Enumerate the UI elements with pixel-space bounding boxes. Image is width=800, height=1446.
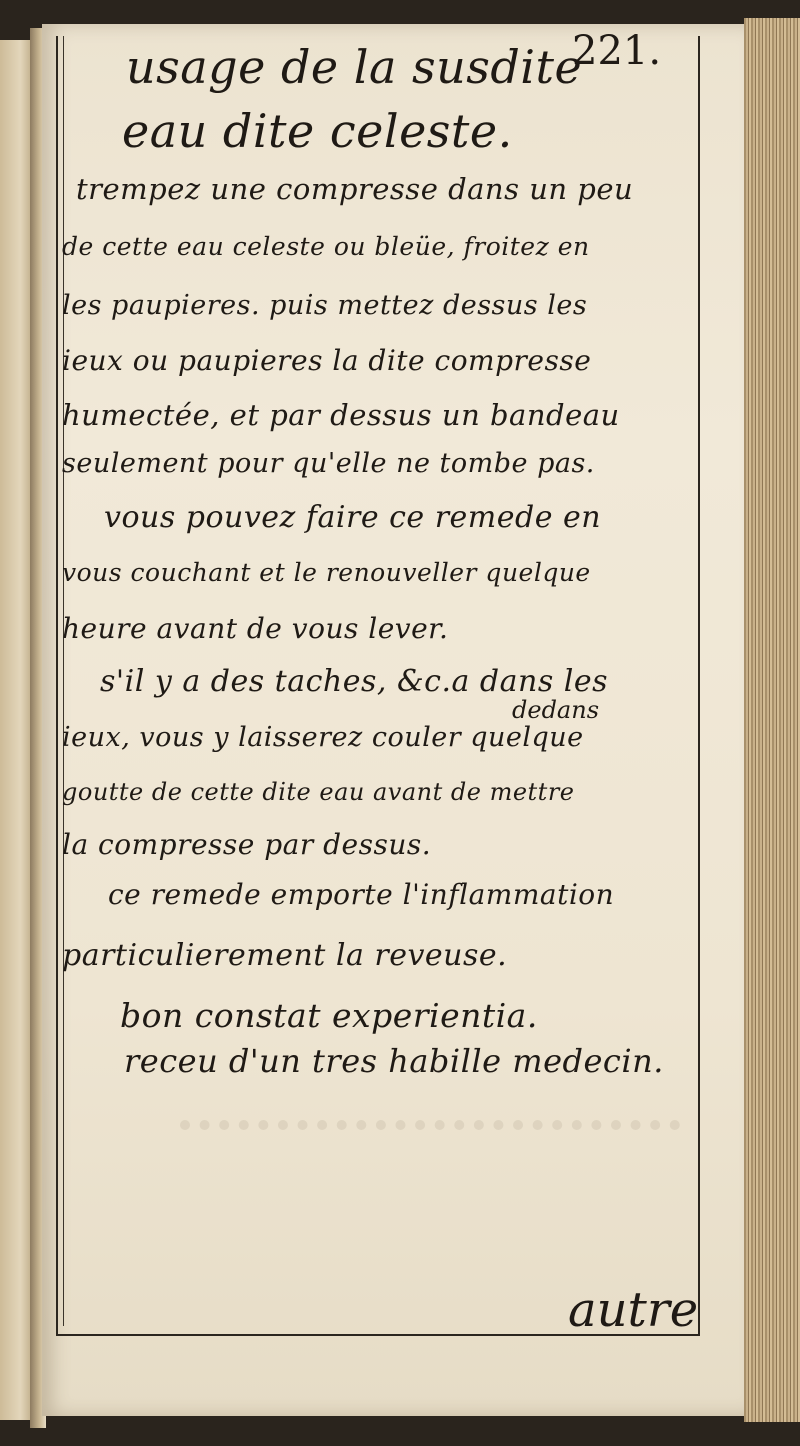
interlinear-insertion: dedans bbox=[512, 696, 600, 724]
text-line-7: vous pouvez faire ce remede en bbox=[104, 500, 602, 535]
text-line-15: particulierement la reveuse. bbox=[62, 938, 508, 973]
heading-line-1: usage de la susdite bbox=[126, 40, 583, 94]
text-line-10: s'il y a des taches, &c.a dans les bbox=[100, 664, 609, 699]
text-line-6: seulement pour qu'elle ne tombe pas. bbox=[62, 448, 595, 479]
text-line-11: ieux, vous y laisserez couler quelque bbox=[62, 722, 584, 753]
text-line-4: ieux ou paupieres la dite compresse bbox=[62, 344, 592, 377]
text-line-13: la compresse par dessus. bbox=[62, 828, 432, 861]
text-line-12: goutte de cette dite eau avant de mettre bbox=[62, 778, 575, 806]
catchword: autre bbox=[568, 1282, 699, 1338]
text-line-2: de cette eau celeste ou bleüe, froitez en bbox=[62, 232, 590, 261]
text-line-16: bon constat experientia. bbox=[120, 996, 538, 1035]
text-line-3: les paupieres. puis mettez dessus les bbox=[62, 290, 588, 321]
heading-line-2: eau dite celeste. bbox=[122, 104, 513, 158]
text-line-17: receu d'un tres habille medecin. bbox=[124, 1042, 664, 1080]
page-number: 221. bbox=[572, 28, 662, 74]
page-stack-edges bbox=[744, 18, 800, 1422]
ruled-margin-line bbox=[63, 36, 64, 1326]
text-line-14: ce remede emporte l'inflammation bbox=[108, 878, 615, 911]
text-line-1: trempez une compresse dans un peu bbox=[76, 172, 634, 206]
text-line-8: vous couchant et le renouveller quelque bbox=[62, 558, 591, 587]
text-line-9: heure avant de vous lever. bbox=[62, 612, 449, 645]
text-line-5: humectée, et par dessus un bandeau bbox=[62, 398, 620, 432]
